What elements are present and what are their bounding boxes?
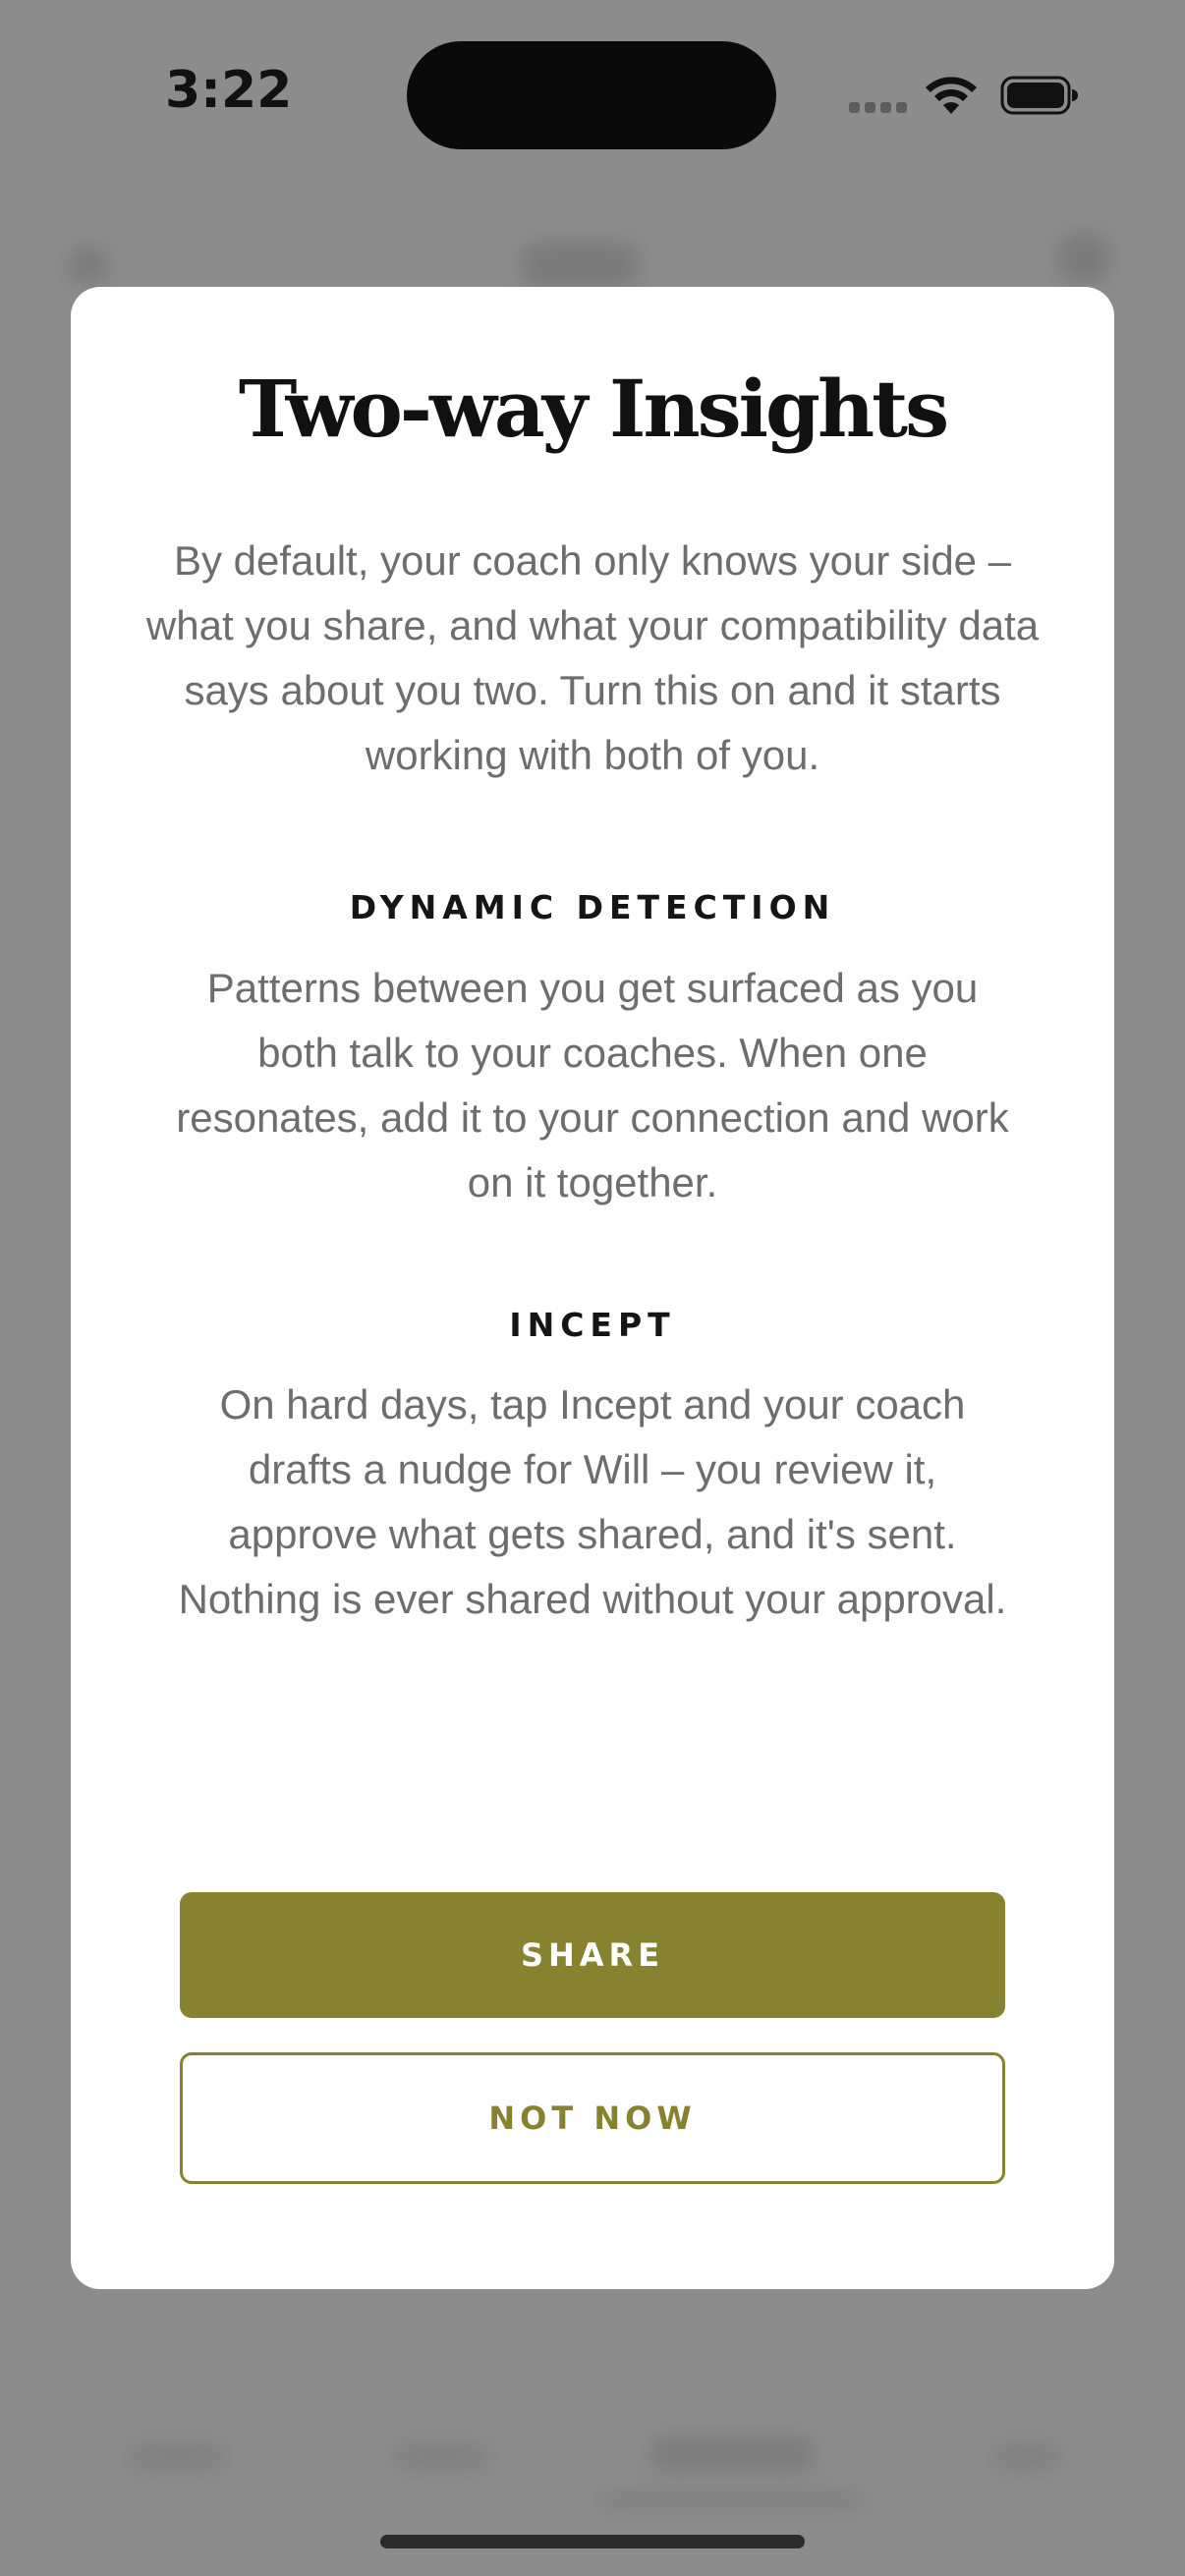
- not-now-button[interactable]: [180, 2052, 1005, 2184]
- share-button-label: SHARE: [520, 1936, 665, 1974]
- background-tab-2: [393, 2442, 491, 2472]
- not-now-button-label: NOT NOW: [488, 2100, 697, 2137]
- background-header-title: [521, 242, 639, 289]
- battery-icon: [1000, 75, 1079, 116]
- home-indicator[interactable]: [380, 2535, 805, 2548]
- section-body-incept: On hard days, tap Incept and your coach drafts a nudge for Will – you review it, approve what gets shared, and it's sent. Nothing is ever shared without your approval.: [178, 1381, 1007, 1622]
- modal-intro-text: By default, your coach only knows your side – what you share, and what your compatibility data says about you two. Turn this on and it starts working with both of you.: [145, 537, 1040, 778]
- section-body-dynamic-detection: Patterns between you get surfaced as you both talk to your coaches. When one resonates, add it to your connection and work on it together.: [176, 965, 1009, 1205]
- status-bar: [0, 0, 1185, 187]
- section-heading-dynamic-detection: DYNAMIC DETECTION: [349, 888, 836, 926]
- background-tab-3: [649, 2435, 816, 2474]
- modal-title: Two-way Insights: [238, 363, 947, 455]
- background-back-button: [69, 246, 108, 285]
- section-heading-incept: INCEPT: [509, 1306, 676, 1344]
- two-way-insights-modal: [71, 287, 1114, 2289]
- dynamic-island: [407, 41, 776, 149]
- status-time: 3:22: [165, 61, 293, 120]
- background-header-avatar: [1057, 232, 1110, 285]
- signal-icon: [849, 102, 908, 114]
- background-tab-1: [128, 2442, 226, 2472]
- background-tab-4: [992, 2442, 1061, 2472]
- background-tab-indicator: [599, 2492, 865, 2509]
- wifi-icon: [924, 73, 979, 116]
- share-button[interactable]: [180, 1892, 1005, 2018]
